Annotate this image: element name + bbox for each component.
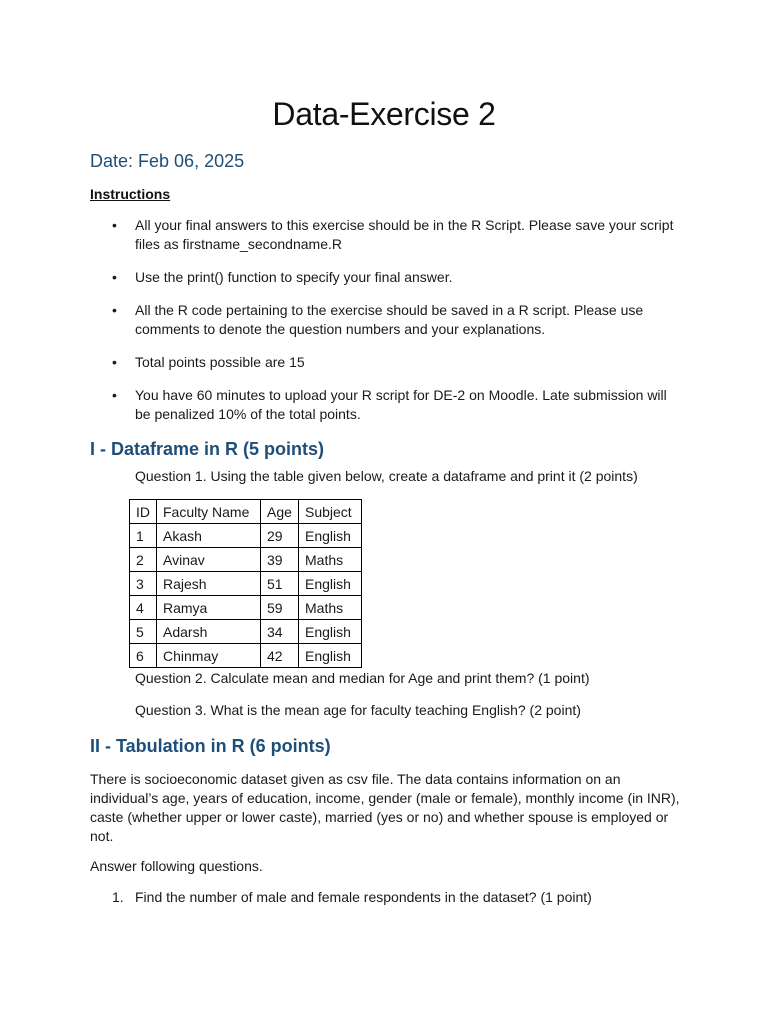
table-cell: English (299, 524, 362, 548)
table-cell: Akash (157, 524, 261, 548)
table-cell: 6 (130, 644, 157, 668)
table-header-cell: ID (130, 500, 157, 524)
table-header-cell: Faculty Name (157, 500, 261, 524)
table-cell: 4 (130, 596, 157, 620)
question-1: Question 1. Using the table given below, create a dataframe and print it (2 points) (135, 468, 638, 484)
table-cell: English (299, 644, 362, 668)
table-cell: 29 (261, 524, 299, 548)
table-cell: Avinav (157, 548, 261, 572)
table-cell: 51 (261, 572, 299, 596)
table-cell: 3 (130, 572, 157, 596)
table-row (130, 572, 362, 596)
table-cell: 34 (261, 620, 299, 644)
instruction-item: • Use the print() function to specify your final answer. (90, 268, 680, 287)
faculty-table (129, 499, 362, 668)
table-cell: 5 (130, 620, 157, 644)
question-2: Question 2. Calculate mean and median for Age and print them? (1 point) (135, 670, 590, 686)
table-row (130, 644, 362, 668)
question-3: Question 3. What is the mean age for faculty teaching English? (2 point) (135, 702, 581, 718)
section-heading-dataframe: I - Dataframe in R (5 points) (90, 439, 325, 459)
table-header-cell: Age (261, 500, 299, 524)
table-cell: Adarsh (157, 620, 261, 644)
table-row (130, 548, 362, 572)
tabulation-questions (90, 888, 680, 907)
table-cell: Ramya (157, 596, 261, 620)
table-row (130, 524, 362, 548)
table-header-cell: Subject (299, 500, 362, 524)
list-item-text: Find the number of male and female respondents in the dataset? (1 point) (135, 889, 592, 905)
instruction-item: • Total points possible are 15 (90, 353, 680, 372)
table-cell: Maths (299, 548, 362, 572)
instruction-item: • All the R code pertaining to the exercise should be saved in a R script. Please use comments to denote the question numbers and your explanations. (90, 301, 680, 339)
table-row (130, 620, 362, 644)
instructions-list (90, 216, 680, 438)
dataset-description: There is socioeconomic dataset given as csv file. The data contains information on an individual’s age, years of education, income, gender (male or female), monthly income (in INR), caste (whether upper or lower caste), married (yes or no) and whether spouse is employed or not. (90, 771, 680, 844)
table-cell: 59 (261, 596, 299, 620)
instruction-item: • You have 60 minutes to upload your R script for DE-2 on Moodle. Late submission will be penalized 10% of the total points. (90, 386, 680, 424)
list-item (90, 888, 680, 907)
list-number: 1. (112, 889, 124, 905)
table-cell: Chinmay (157, 644, 261, 668)
table-cell: English (299, 620, 362, 644)
answer-prompt: Answer following questions. (90, 858, 263, 874)
table-cell: 1 (130, 524, 157, 548)
section-heading-tabulation: II - Tabulation in R (6 points) (90, 736, 331, 756)
table-cell: English (299, 572, 362, 596)
page-title: Data-Exercise 2 (272, 96, 496, 132)
instructions-heading: Instructions (90, 186, 171, 202)
date-line: Date: Feb 06, 2025 (90, 151, 245, 171)
table-header-row (130, 500, 362, 524)
table-row (130, 596, 362, 620)
table-cell: 2 (130, 548, 157, 572)
table-cell: Maths (299, 596, 362, 620)
instruction-item: • All your final answers to this exercise should be in the R Script. Please save your script files as firstname_secondname.R (90, 216, 680, 254)
table-cell: 42 (261, 644, 299, 668)
table-cell: 39 (261, 548, 299, 572)
table-cell: Rajesh (157, 572, 261, 596)
